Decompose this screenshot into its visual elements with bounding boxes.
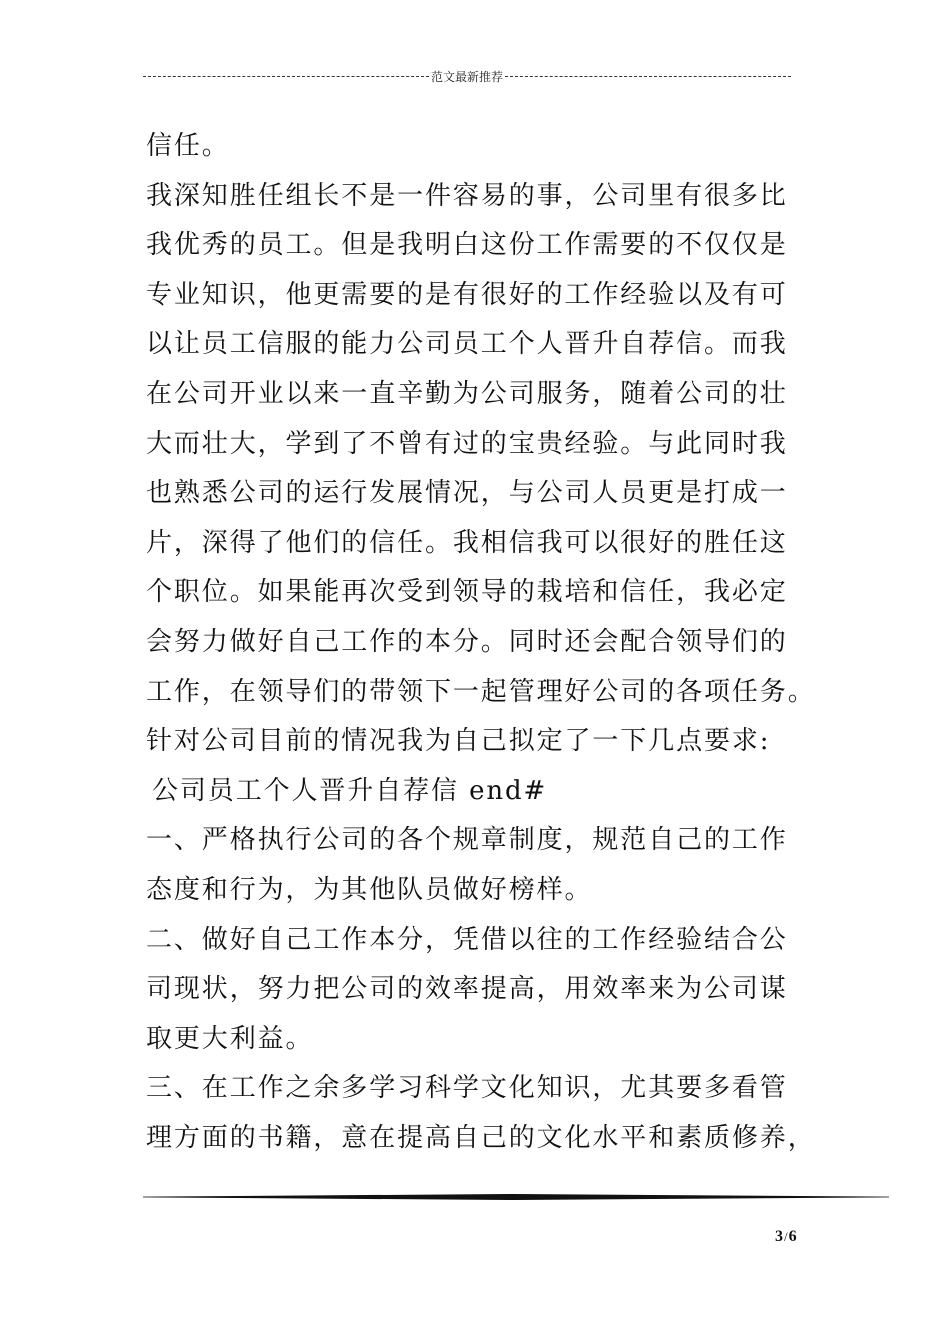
header-dash-right <box>505 76 791 77</box>
page-number <box>775 1228 797 1246</box>
footer-rule-line <box>143 1194 889 1200</box>
body-line: 以让员工信服的能力公司员工个人晋升自荐信。而我 <box>146 329 788 360</box>
body-line: 在公司开业以来一直辛勤为公司服务，随着公司的壮 <box>146 378 788 409</box>
body-line: 也熟悉公司的运行发展情况，与公司人员更是打成一 <box>146 478 788 509</box>
body-line: 我优秀的员工。但是我明白这份工作需要的不仅仅是 <box>146 230 788 261</box>
page-current: 3 <box>775 1228 783 1245</box>
body-line: 针对公司目前的情况我为自己拟定了一下几点要求: <box>146 726 771 757</box>
body-line: 二、做好自己工作本分，凭借以往的工作经验结合公 <box>146 924 788 955</box>
body-line: 我深知胜任组长不是一件容易的事，公司里有很多比 <box>146 180 788 211</box>
footer-rule <box>143 1194 889 1200</box>
body-line: 一、严格执行公司的各个规章制度，规范自己的工作 <box>146 825 788 856</box>
body-line: 司现状，努力把公司的效率提高，用效率来为公司谋 <box>146 974 788 1005</box>
body-line: 片，深得了他们的信任。我相信我可以很好的胜任这 <box>146 527 788 558</box>
body-line: 三、在工作之余多学习科学文化知识，尤其要多看管 <box>146 1073 788 1104</box>
body-line: 取更大利益。 <box>146 1023 314 1054</box>
document-body <box>146 126 816 1167</box>
body-line: 会努力做好自己工作的本分。同时还会配合领导们的 <box>146 626 788 657</box>
page-separator: / <box>784 1229 788 1244</box>
body-line: 工作，在领导们的带领下一起管理好公司的各项任务。 <box>146 676 816 707</box>
body-line: 信任。 <box>146 131 230 161</box>
body-line: 理方面的书籍，意在提高自己的文化水平和素质修养， <box>146 1122 816 1153</box>
page-total: 6 <box>788 1228 797 1245</box>
page-header <box>143 66 791 86</box>
body-line: 态度和行为，为其他队员做好榜样。 <box>146 874 593 905</box>
body-line: 专业知识，他更需要的是有很好的工作经验以及有可 <box>146 279 788 310</box>
body-line: 大而壮大，学到了不曾有过的宝贵经验。与此同时我 <box>146 428 788 459</box>
header-dash-left <box>143 76 429 77</box>
body-line-subtitle: 公司员工个人晋升自荐信 end# <box>152 775 548 806</box>
body-line: 个职位。如果能再次受到领导的栽培和信任，我必定 <box>146 577 788 608</box>
header-title: 范文最新推荐 <box>431 69 504 84</box>
